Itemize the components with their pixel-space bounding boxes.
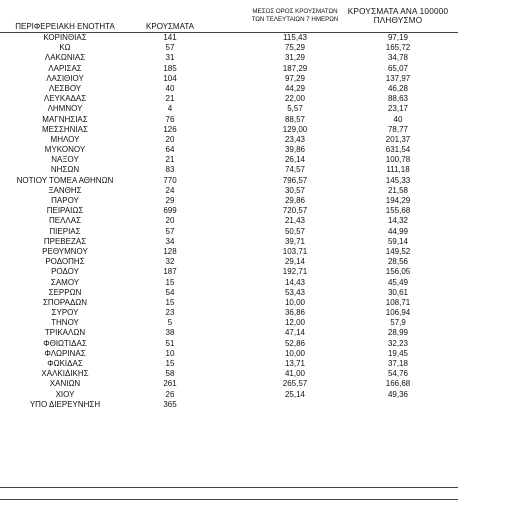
region-cell: ΣΑΜΟΥ — [50, 277, 80, 287]
cases-cell: 23 — [165, 308, 175, 318]
region-cell: ΧΑΝΙΩΝ — [49, 379, 81, 389]
region-cell: ΦΘΙΩΤΙΔΑΣ — [43, 338, 87, 348]
per100k-cell: 194,29 — [385, 196, 411, 205]
cases-cell: 58 — [165, 369, 175, 379]
cases-cell: 51 — [165, 338, 175, 348]
table-row — [0, 43, 531, 53]
per100k-cell: 45,49 — [387, 277, 409, 287]
region-cell: ΣΥΡΟΥ — [51, 308, 79, 318]
avg-cell: 74,57 — [284, 165, 306, 175]
region-cell: ΛΗΜΝΟΥ — [47, 104, 83, 114]
avg-cell: 5,57 — [287, 104, 303, 114]
table-row — [0, 237, 531, 247]
cases-cell: 40 — [165, 83, 175, 93]
avg-cell: 44,29 — [284, 83, 306, 93]
cases-cell: 104 — [163, 73, 177, 83]
region-cell: ΚΩ — [59, 43, 71, 53]
region-cell: ΦΩΚΙΔΑΣ — [47, 359, 83, 368]
table-row — [0, 176, 531, 186]
table-row — [0, 196, 531, 206]
avg-cell: 187,29 — [282, 63, 308, 73]
region-cell: ΤΗΝΟΥ — [51, 318, 79, 328]
region-cell: ΠΙΕΡΙΑΣ — [49, 226, 81, 236]
region-cell: ΞΑΝΘΗΣ — [48, 185, 82, 195]
avg-cell: 52,86 — [284, 338, 306, 348]
cases-cell: 21 — [165, 155, 175, 165]
region-cell: ΡΕΘΥΜΝΟΥ — [42, 246, 88, 256]
table-row — [0, 328, 531, 338]
header-avg-line2: ΤΩΝ ΤΕΛΕΥΤΑΙΩΝ 7 ΗΜΕΡΩΝ — [251, 16, 339, 23]
region-cell: ΡΟΔΟΠΗΣ — [45, 257, 85, 267]
cases-cell: 261 — [163, 379, 177, 389]
cases-cell: 54 — [165, 287, 175, 297]
table-row — [0, 339, 531, 349]
avg-cell: 115,43 — [283, 33, 307, 42]
region-cell: ΡΟΔΟΥ — [51, 267, 79, 277]
per100k-cell: 165,72 — [385, 43, 411, 53]
table-row — [0, 135, 531, 145]
bottom-divider-2 — [0, 499, 458, 500]
cases-cell: 15 — [165, 277, 175, 287]
region-cell: ΛΕΥΚΑΔΑΣ — [43, 94, 87, 104]
table-row — [0, 94, 531, 104]
avg-cell: 103,71 — [282, 246, 308, 256]
table-row — [0, 227, 531, 237]
cases-cell: 187 — [163, 267, 177, 277]
cases-cell: 5 — [167, 318, 173, 328]
per100k-cell: 32,23 — [387, 338, 409, 348]
table-row — [0, 206, 531, 216]
table-row — [0, 64, 531, 74]
avg-cell: 23,43 — [284, 134, 306, 144]
avg-cell: 14,43 — [284, 277, 306, 287]
cases-cell: 38 — [165, 328, 175, 338]
avg-cell: 29,86 — [284, 196, 306, 205]
region-cell: ΝΟΤΙΟΥ ΤΟΜΕΑ ΑΘΗΝΩΝ — [16, 175, 114, 185]
region-cell: ΠΕΙΡΑΙΩΣ — [46, 206, 84, 216]
cases-cell: 10 — [165, 348, 175, 358]
cases-cell: 83 — [165, 165, 175, 175]
per100k-cell: 137,97 — [385, 73, 411, 83]
per100k-cell: 19,45 — [387, 348, 409, 358]
cases-cell: 21 — [165, 94, 175, 104]
table-row — [0, 349, 531, 359]
cases-cell: 32 — [165, 257, 175, 267]
avg-cell: 192,71 — [282, 267, 308, 277]
cases-cell: 141 — [163, 33, 177, 42]
region-cell: ΜΗΛΟΥ — [50, 134, 80, 144]
region-cell: ΣΕΡΡΩΝ — [48, 287, 82, 297]
per100k-cell: 106,94 — [385, 308, 411, 318]
region-cell: ΜΕΣΣΗΝΙΑΣ — [42, 124, 88, 134]
per100k-cell: 108,71 — [385, 297, 411, 307]
table-row — [0, 257, 531, 267]
cases-cell: 4 — [167, 104, 173, 114]
cases-rows — [0, 33, 531, 410]
table-row — [0, 115, 531, 125]
table-row — [0, 278, 531, 288]
region-cell: ΧΑΛΚΙΔΙΚΗΣ — [41, 369, 89, 379]
avg-cell: 50,57 — [284, 226, 306, 236]
cases-cell: 126 — [163, 124, 177, 134]
cases-cell: 57 — [165, 43, 175, 53]
region-cell: ΠΑΡΟΥ — [51, 196, 79, 205]
per100k-cell: 28,56 — [387, 257, 409, 267]
table-row — [0, 369, 531, 379]
table-row — [0, 33, 531, 43]
avg-cell: 10,00 — [284, 297, 306, 307]
cases-cell: 770 — [163, 175, 177, 185]
table-row — [0, 400, 531, 410]
per100k-cell: 631,54 — [385, 145, 411, 155]
header-per100k — [338, 7, 458, 25]
table-row — [0, 165, 531, 175]
cases-cell: 31 — [165, 53, 175, 63]
avg-cell: 26,14 — [284, 155, 306, 165]
per100k-cell: 166,68 — [385, 379, 411, 389]
per100k-cell: 155,68 — [385, 206, 411, 216]
cases-cell: 15 — [165, 297, 175, 307]
header-per100k-line1: ΚΡΟΥΣΜΑΤΑ ΑΝΑ 100000 — [347, 7, 449, 16]
per100k-cell: 23,17 — [387, 104, 409, 114]
region-cell: ΠΡΕΒΕΖΑΣ — [43, 236, 87, 246]
per100k-cell: 40 — [393, 114, 403, 124]
avg-cell: 265,57 — [282, 379, 308, 389]
table-row — [0, 53, 531, 63]
per100k-cell: 65,07 — [387, 63, 409, 73]
cases-cell: 57 — [165, 226, 175, 236]
table-row — [0, 155, 531, 165]
avg-cell: 21,43 — [284, 216, 306, 226]
per100k-cell: 149,52 — [385, 246, 411, 256]
avg-cell: 75,29 — [284, 43, 306, 53]
avg-cell: 30,57 — [284, 185, 306, 195]
cases-cell: 365 — [163, 399, 177, 409]
table-row — [0, 104, 531, 114]
table-row — [0, 318, 531, 328]
per100k-cell: 59,14 — [387, 236, 409, 246]
avg-cell: 39,71 — [284, 236, 306, 246]
avg-cell: 10,00 — [284, 348, 306, 358]
region-cell: ΠΕΛΛΑΣ — [48, 216, 82, 226]
header-per100k-line2: ΠΛΗΘΥΣΜΟ — [373, 16, 423, 25]
avg-cell: 41,00 — [284, 369, 306, 379]
avg-cell: 12,00 — [284, 318, 306, 328]
cases-cell: 128 — [163, 246, 177, 256]
table-row — [0, 145, 531, 155]
region-cell: ΛΑΡΙΣΑΣ — [48, 63, 82, 73]
per100k-cell: 145,33 — [385, 175, 411, 185]
table-row — [0, 74, 531, 84]
per100k-cell: 14,32 — [387, 216, 409, 226]
per100k-cell: 34,78 — [387, 53, 409, 63]
per100k-cell: 201,37 — [385, 134, 411, 144]
region-cell: ΜΥΚΟΝΟΥ — [44, 145, 86, 155]
avg-cell: 22,00 — [284, 94, 306, 104]
table-row — [0, 379, 531, 389]
cases-cell: 64 — [165, 145, 175, 155]
region-cell: ΣΠΟΡΑΔΩΝ — [42, 297, 88, 307]
avg-cell: 39,86 — [284, 145, 306, 155]
table-row — [0, 288, 531, 298]
per100k-cell: 54,76 — [387, 369, 409, 379]
bottom-divider — [0, 487, 458, 488]
avg-cell: 129,00 — [282, 124, 308, 134]
avg-cell: 31,29 — [284, 53, 306, 63]
avg-cell: 97,29 — [284, 73, 306, 83]
region-cell: ΧΙΟΥ — [55, 389, 75, 399]
per100k-cell: 78,77 — [387, 124, 409, 134]
per100k-cell: 57,9 — [390, 318, 406, 328]
header-region: ΠΕΡΙΦΕΡΕΙΑΚΗ ΕΝΟΤΗΤΑ — [15, 22, 115, 31]
per100k-cell: 30,61 — [387, 287, 409, 297]
per100k-cell: 111,18 — [386, 165, 410, 175]
header-avg-line1: ΜΕΣΟΣ ΟΡΟΣ ΚΡΟΥΣΜΑΤΩΝ — [252, 8, 338, 15]
cases-cell: 699 — [163, 206, 177, 216]
region-cell: ΛΕΣΒΟΥ — [48, 83, 82, 93]
region-cell: ΤΡΙΚΑΛΩΝ — [44, 328, 86, 338]
table-row — [0, 390, 531, 400]
avg-cell: 29,14 — [284, 257, 306, 267]
header-cases: ΚΡΟΥΣΜΑΤΑ — [146, 22, 194, 31]
cases-cell: 76 — [165, 114, 175, 124]
table-row — [0, 298, 531, 308]
region-cell: ΝΑΞΟΥ — [51, 155, 79, 165]
cases-cell: 15 — [165, 359, 175, 368]
table-row — [0, 125, 531, 135]
cases-cell: 26 — [165, 389, 175, 399]
region-cell: ΦΛΩΡΙΝΑΣ — [44, 348, 86, 358]
per100k-cell: 100,78 — [385, 155, 411, 165]
per100k-cell: 97,19 — [387, 33, 409, 42]
table-row — [0, 84, 531, 94]
cases-cell: 20 — [165, 216, 175, 226]
per100k-cell: 21,58 — [387, 185, 409, 195]
cases-cell: 34 — [165, 236, 175, 246]
avg-cell: 53,43 — [284, 287, 306, 297]
table-row — [0, 267, 531, 277]
avg-cell: 720,57 — [282, 206, 308, 216]
avg-cell: 88,57 — [284, 114, 306, 124]
table-row — [0, 308, 531, 318]
table-row — [0, 247, 531, 257]
cases-cell: 29 — [165, 196, 175, 205]
cases-cell: 20 — [165, 134, 175, 144]
cases-cell: 24 — [165, 185, 175, 195]
table-row — [0, 359, 531, 369]
region-cell: ΝΗΣΩΝ — [50, 165, 80, 175]
avg-cell: 36,86 — [284, 308, 306, 318]
per100k-cell: 88,63 — [387, 94, 409, 104]
avg-cell: 13,71 — [284, 359, 306, 368]
per100k-cell: 37,18 — [387, 359, 409, 368]
avg-cell: 47,14 — [284, 328, 306, 338]
table-row — [0, 186, 531, 196]
table-row — [0, 216, 531, 226]
region-cell: ΚΟΡΙΝΘΙΑΣ — [43, 33, 87, 42]
cases-cell: 185 — [163, 63, 177, 73]
avg-cell: 25,14 — [284, 389, 306, 399]
per100k-cell: 44,99 — [387, 226, 409, 236]
per100k-cell: 49,36 — [387, 389, 409, 399]
per100k-cell: 46,28 — [387, 83, 409, 93]
region-cell: ΜΑΓΝΗΣΙΑΣ — [42, 114, 88, 124]
per100k-cell: 28,99 — [387, 328, 409, 338]
region-cell: ΥΠΟ ΔΙΕΡΕΥΝΗΣΗ — [29, 399, 101, 409]
avg-cell: 796,57 — [282, 175, 308, 185]
region-cell: ΛΑΣΙΘΙΟΥ — [46, 73, 84, 83]
region-cell: ΛΑΚΩΝΙΑΣ — [44, 53, 86, 63]
per100k-cell: 156,05 — [385, 267, 411, 277]
